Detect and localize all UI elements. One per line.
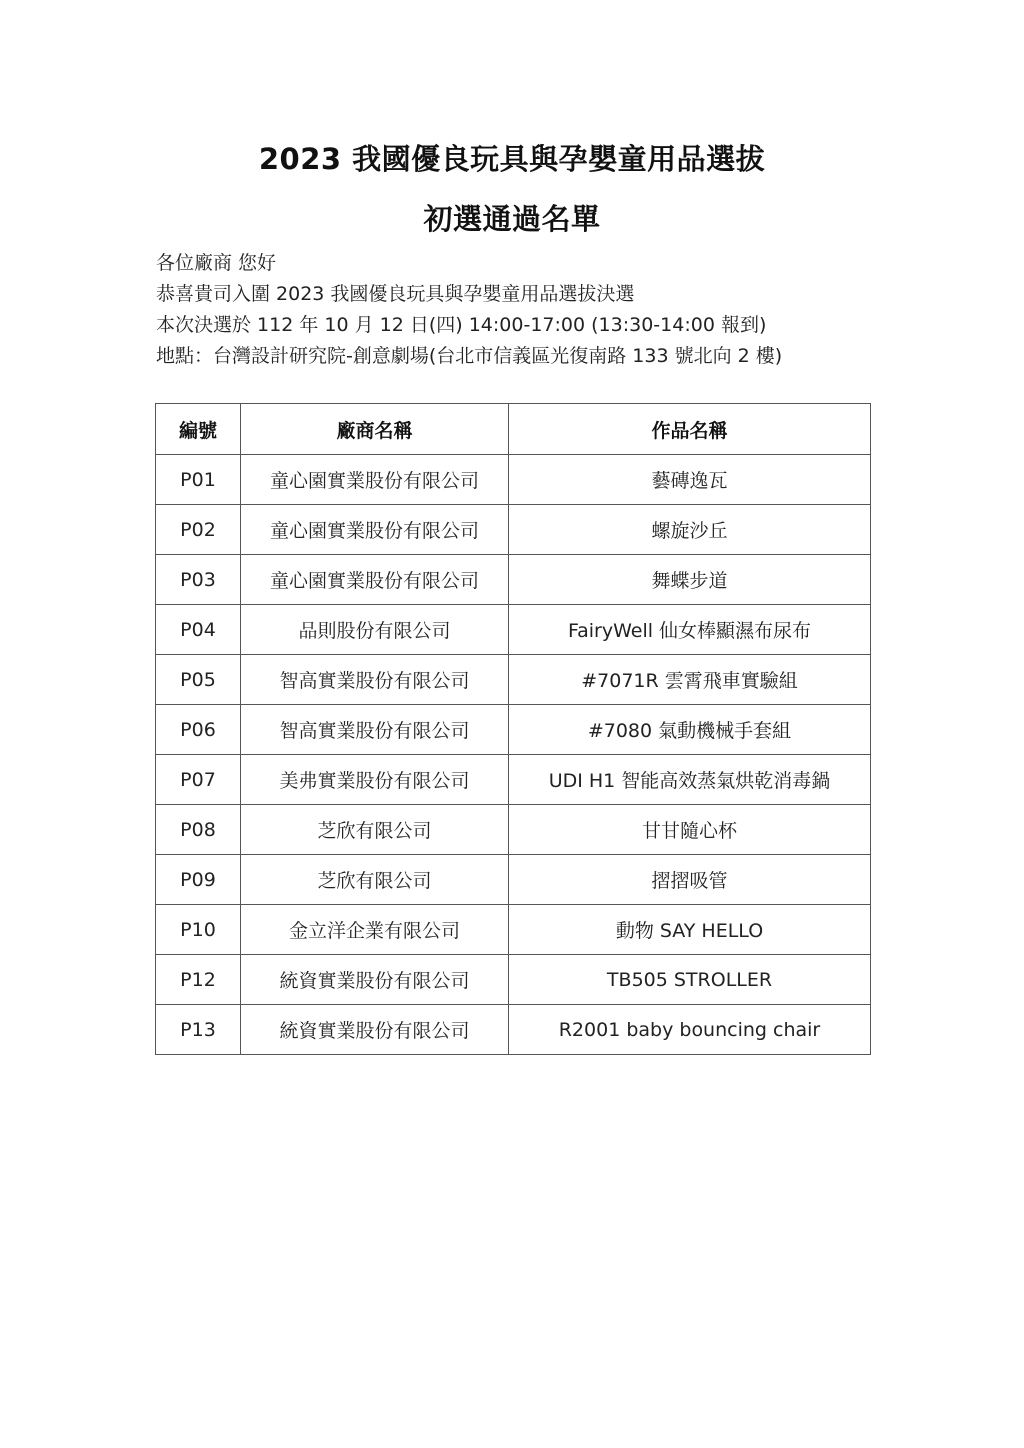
cell-vendor: 美弗實業股份有限公司 xyxy=(241,755,509,805)
header-vendor: 廠商名稱 xyxy=(241,404,509,455)
cell-id: P01 xyxy=(156,455,241,505)
table-row xyxy=(156,505,871,555)
document-title: 2023 我國優良玩具與孕嬰童用品選拔 xyxy=(258,142,766,176)
intro-paragraph xyxy=(156,248,916,372)
cell-work: 螺旋沙丘 xyxy=(509,505,871,555)
cell-vendor: 統資實業股份有限公司 xyxy=(241,955,509,1005)
cell-work: #7071R 雲霄飛車實驗組 xyxy=(509,655,871,705)
cell-work: UDI H1 智能高效蒸氣烘乾消毒鍋 xyxy=(509,755,871,805)
table-row xyxy=(156,905,871,955)
cell-id: P08 xyxy=(156,805,241,855)
table-row xyxy=(156,805,871,855)
congratulation-line: 恭喜貴司入圍 2023 我國優良玩具與孕嬰童用品選拔決選 xyxy=(156,283,635,305)
location-line: 地點：台灣設計研究院-創意劇場(台北市信義區光復南路 133 號北向 2 樓) xyxy=(156,345,783,367)
schedule-line: 本次決選於 112 年 10 月 12 日(四) 14:00-17:00 (13:30-14:00 報到) xyxy=(156,314,767,336)
table-row xyxy=(156,605,871,655)
cell-vendor: 童心園實業股份有限公司 xyxy=(241,455,509,505)
cell-vendor: 芝欣有限公司 xyxy=(241,855,509,905)
cell-work: 動物 SAY HELLO xyxy=(509,905,871,955)
header-id: 編號 xyxy=(156,404,241,455)
header-work: 作品名稱 xyxy=(509,404,871,455)
cell-id: P09 xyxy=(156,855,241,905)
cell-vendor: 金立洋企業有限公司 xyxy=(241,905,509,955)
table-row xyxy=(156,705,871,755)
table-header-row xyxy=(156,404,871,455)
cell-vendor: 芝欣有限公司 xyxy=(241,805,509,855)
cell-vendor: 品則股份有限公司 xyxy=(241,605,509,655)
cell-id: P02 xyxy=(156,505,241,555)
cell-id: P13 xyxy=(156,1005,241,1055)
cell-work: 摺摺吸管 xyxy=(509,855,871,905)
cell-id: P04 xyxy=(156,605,241,655)
cell-work: #7080 氣動機械手套組 xyxy=(509,705,871,755)
greeting-line: 各位廠商 您好 xyxy=(156,252,277,274)
table-row xyxy=(156,555,871,605)
table-row xyxy=(156,455,871,505)
cell-work: 甘甘隨心杯 xyxy=(509,805,871,855)
cell-work: FairyWell 仙女棒顯濕布尿布 xyxy=(509,605,871,655)
cell-vendor: 統資實業股份有限公司 xyxy=(241,1005,509,1055)
cell-vendor: 智高實業股份有限公司 xyxy=(241,655,509,705)
cell-work: 藝磚逸瓦 xyxy=(509,455,871,505)
cell-vendor: 童心園實業股份有限公司 xyxy=(241,555,509,605)
table-row xyxy=(156,755,871,805)
cell-id: P12 xyxy=(156,955,241,1005)
cell-vendor: 智高實業股份有限公司 xyxy=(241,705,509,755)
cell-id: P10 xyxy=(156,905,241,955)
table-row xyxy=(156,955,871,1005)
cell-id: P06 xyxy=(156,705,241,755)
cell-work: TB505 STROLLER xyxy=(509,955,871,1005)
document-subtitle: 初選通過名單 xyxy=(423,202,601,236)
cell-id: P07 xyxy=(156,755,241,805)
cell-work: 舞蝶步道 xyxy=(509,555,871,605)
table-row xyxy=(156,1005,871,1055)
table-row xyxy=(156,855,871,905)
cell-work: R2001 baby bouncing chair xyxy=(509,1005,871,1055)
cell-id: P03 xyxy=(156,555,241,605)
cell-vendor: 童心園實業股份有限公司 xyxy=(241,505,509,555)
finalist-table xyxy=(155,403,871,1055)
cell-id: P05 xyxy=(156,655,241,705)
table-row xyxy=(156,655,871,705)
